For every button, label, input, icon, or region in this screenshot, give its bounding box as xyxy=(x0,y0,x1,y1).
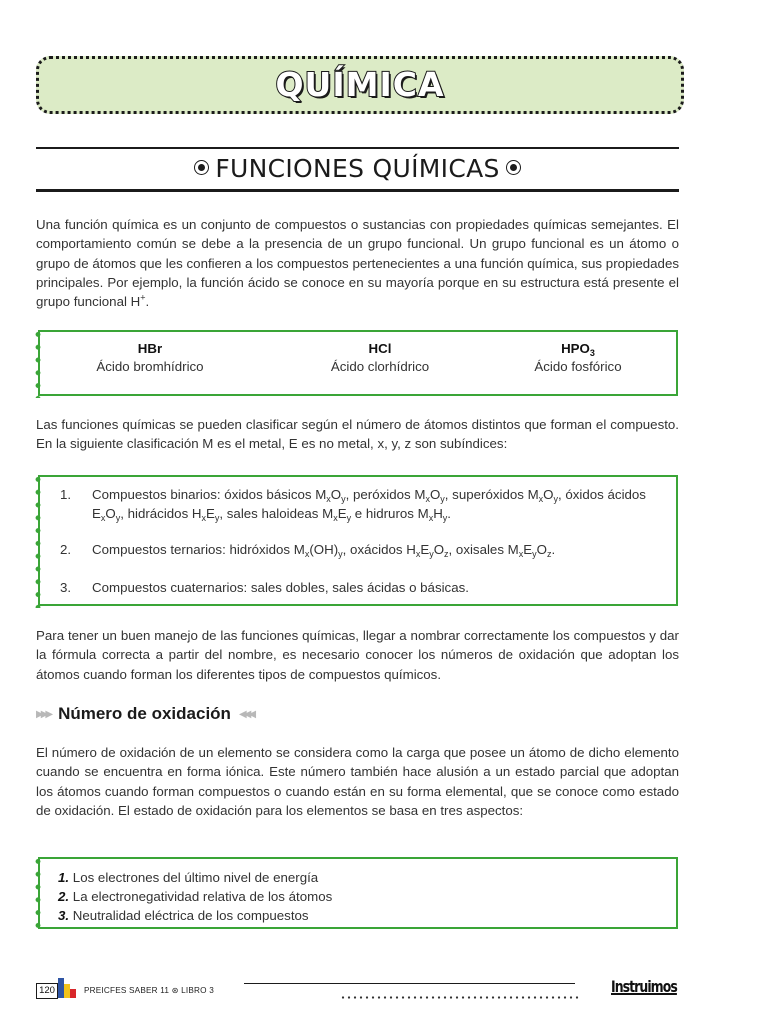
aspect-item: 3. Neutralidad eléctrica de los compuestos xyxy=(58,908,309,923)
acid-name: Ácido fosfórico xyxy=(534,359,622,374)
footer-rule xyxy=(244,983,575,984)
classification-item-text: Compuestos cuaternarios: sales dobles, sales ácidas o básicas. xyxy=(92,580,469,595)
dotted-margin-decoration xyxy=(35,855,41,931)
classification-item-text: Compuestos binarios: óxidos básicos $M_xO_y$, peróxidos $M_xO_y$, superóxidos $M_xO_y$, óxidos ácidos $E_xO_y$, hidrácidos $H_xE_y$, sales haloideas $M_xE_y$ e hidruros $M_xH_y$. xyxy=(92,487,646,523)
oxidation-paragraph: El número de oxidación de un elemento se considera como la carga que posee un átomo de dicho elemento cuando se encuentra en forma iónica. Este número también hace alusión a un estado parcial que adoptan los átomos cuando forman compuestos o cuando están en su forma elemental, que se conoce como estado de oxidación. El estado de oxidación para los elementos se basa en tres aspectos: xyxy=(36,745,679,818)
acid-item xyxy=(310,340,450,376)
target-bullet-icon xyxy=(194,160,209,175)
management-paragraph: Para tener un buen manejo de las funciones químicas, llegar a nombrar correctamente los compuestos y dar la fórmula correcta a partir del nombre, es necesario conocer los números de oxidación que adoptan los átomos cuando forman los diferentes tipos de compuestos químicos. xyxy=(36,628,679,682)
page-number: 120 xyxy=(36,983,58,999)
title-banner xyxy=(36,56,684,114)
acid-formula: HBr xyxy=(137,341,163,356)
dotted-margin-decoration xyxy=(35,473,41,608)
aspects-box xyxy=(38,857,678,929)
acids-example-box xyxy=(38,330,678,396)
acid-formula: HCl xyxy=(368,341,392,356)
aspect-item: 2. La electronegatividad relativa de los átomos xyxy=(58,889,333,904)
intro-paragraph: Una función química es un conjunto de compuestos o sustancias con propiedades químicas semejantes. El comportamiento común se debe a la presencia de un grupo funcional. Un grupo funcional es un átomo o grupo de átomos que les confieren a los compuestos pertenecientes a una función química, sus propiedades principales. Por ejemplo, la función ácido se conoce en su mayoría porque en su estructura está presente el grupo funcional H+. xyxy=(36,217,679,310)
brand-logo: Instruimos xyxy=(611,977,677,996)
triple-arrow-right-icon: ▶▶▶ xyxy=(36,709,51,720)
section-title-text: FUNCIONES QUÍMICAS xyxy=(215,154,500,183)
color-stripes-logo xyxy=(58,978,76,998)
dotted-margin-decoration xyxy=(35,328,41,398)
acid-name: Ácido bromhídrico xyxy=(96,359,204,374)
triple-arrow-left-icon: ◀◀◀ xyxy=(238,709,254,720)
acid-name: Ácido clorhídrico xyxy=(330,359,430,374)
target-bullet-icon xyxy=(506,160,521,175)
page-title: QUÍMICA xyxy=(275,65,445,104)
acid-formula: $HPO_3$ xyxy=(561,341,595,358)
section-rule-bottom xyxy=(36,189,679,192)
acid-item xyxy=(80,340,220,376)
classification-box: 1. Compuestos binarios: óxidos básicos $M_xO_y$, peróxidos $M_xO_y$, superóxidos $M_xO_y$, óxidos ácidos $E_xO_y$, hidrácidos $H_xE_y$, sales haloideas $M_xE_y$ e hidruros $M_xH_y$. 2. Compuestos ternarios: hidróxidos $M_x(OH)_y$, oxácidos $H_xE_yO_z$, oxisales $M_xE_yO_z$. 3. Compuestos cuaternarios: sales dobles, sales ácidas o básicas. xyxy=(38,475,678,606)
classification-item-text: Compuestos ternarios: hidróxidos $M_x(OH)_y$, oxácidos $H_xE_yO_z$, oxisales $M_xE_yO_z$. xyxy=(92,542,556,559)
stripe xyxy=(70,989,76,998)
classification-intro: Las funciones químicas se pueden clasificar según el número de átomos distintos que forman el compuesto. En la siguiente clasificación M es el metal, E es no metal, x, y, z son subíndices: xyxy=(36,417,679,452)
section-title xyxy=(36,154,679,183)
book-label: PREICFES SABER 11 ⊛ LIBRO 3 xyxy=(84,986,214,995)
subheading xyxy=(36,704,253,724)
subheading-text: Número de oxidación xyxy=(58,704,231,723)
footer-dotted-line xyxy=(340,996,580,999)
aspect-item: 1. Los electrones del último nivel de energía xyxy=(58,870,319,885)
aspects-list xyxy=(58,868,332,925)
acid-item xyxy=(508,340,648,376)
section-rule-top xyxy=(36,147,679,149)
